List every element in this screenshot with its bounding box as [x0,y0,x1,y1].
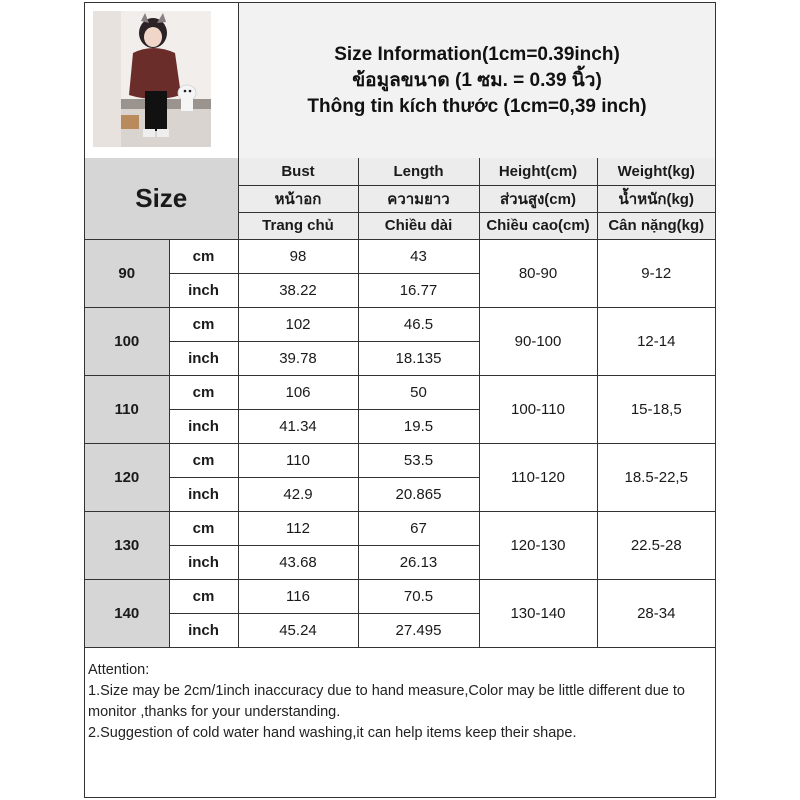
length-cm: 46.5 [358,307,479,341]
size-label: 110 [85,375,169,443]
col-length-vi: Chiều dài [358,212,479,239]
table-row [85,443,715,477]
col-height-en: Height(cm) [479,158,597,185]
bust-cm: 102 [238,307,358,341]
bust-inch: 41.34 [238,409,358,443]
title-thai: ข้อมูลขนาด (1 ซม. = 0.39 นิ้ว) [352,69,602,91]
unit-cm: cm [169,239,238,273]
unit-inch: inch [169,409,238,443]
bust-cm: 110 [238,443,358,477]
size-label: 90 [85,239,169,307]
bust-cm: 116 [238,579,358,613]
size-label: 100 [85,307,169,375]
height-range: 130-140 [479,579,597,647]
unit-inch: inch [169,477,238,511]
bust-cm: 112 [238,511,358,545]
table-row [85,375,715,409]
weight-range: 15-18,5 [597,375,715,443]
weight-range: 12-14 [597,307,715,375]
length-cm: 70.5 [358,579,479,613]
col-weight-vi: Cân nặng(kg) [597,212,715,239]
table-row [85,511,715,545]
header-row-english [85,158,715,185]
bust-cm: 106 [238,375,358,409]
bust-inch: 42.9 [238,477,358,511]
length-inch: 19.5 [358,409,479,443]
unit-inch: inch [169,341,238,375]
col-height-th: ส่วนสูง(cm) [479,185,597,212]
col-length-en: Length [358,158,479,185]
col-weight-th: น้ำหนัก(kg) [597,185,715,212]
col-bust-th: หน้าอก [238,185,358,212]
unit-cm: cm [169,579,238,613]
attention-heading: Attention: [88,662,150,678]
size-label: 130 [85,511,169,579]
length-inch: 27.495 [358,613,479,647]
length-cm: 50 [358,375,479,409]
length-cm: 67 [358,511,479,545]
attention-notes [88,660,712,744]
weight-range: 9-12 [597,239,715,307]
weight-range: 28-34 [597,579,715,647]
height-range: 100-110 [479,375,597,443]
title-english: Size Information(1cm=0.39inch) [334,43,620,65]
bust-inch: 43.68 [238,545,358,579]
height-range: 90-100 [479,307,597,375]
table-row [85,239,715,273]
col-bust-en: Bust [238,158,358,185]
bust-cm: 98 [238,239,358,273]
header [85,3,715,159]
col-bust-vi: Trang chủ [238,212,358,239]
weight-range: 22.5-28 [597,511,715,579]
weight-range: 18.5-22,5 [597,443,715,511]
title-vietnamese: Thông tin kích thước (1cm=0,39 inch) [307,95,647,117]
length-inch: 18.135 [358,341,479,375]
length-inch: 26.13 [358,545,479,579]
unit-cm: cm [169,443,238,477]
size-table [85,158,715,648]
bust-inch: 38.22 [238,273,358,307]
product-photo-illustration [85,3,238,158]
size-column-header: Size [85,158,238,239]
unit-inch: inch [169,613,238,647]
unit-cm: cm [169,307,238,341]
length-cm: 53.5 [358,443,479,477]
bust-inch: 39.78 [238,341,358,375]
attention-note-1: 1.Size may be 2cm/1inch inaccuracy due to hand measure,Color may be little different due to monitor ,thanks for your understanding. [88,683,685,720]
height-range: 120-130 [479,511,597,579]
length-cm: 43 [358,239,479,273]
size-label: 140 [85,579,169,647]
height-range: 110-120 [479,443,597,511]
size-chart-sheet [84,2,716,798]
size-label: 120 [85,443,169,511]
unit-cm: cm [169,375,238,409]
col-height-vi: Chiều cao(cm) [479,212,597,239]
attention-note-2: 2.Suggestion of cold water hand washing,it can help items keep their shape. [88,725,577,741]
col-length-th: ความยาว [358,185,479,212]
height-range: 80-90 [479,239,597,307]
product-photo [85,3,239,158]
length-inch: 20.865 [358,477,479,511]
unit-cm: cm [169,511,238,545]
unit-inch: inch [169,545,238,579]
title-block [239,3,715,158]
table-row [85,579,715,613]
bust-inch: 45.24 [238,613,358,647]
table-row [85,307,715,341]
unit-inch: inch [169,273,238,307]
length-inch: 16.77 [358,273,479,307]
col-weight-en: Weight(kg) [597,158,715,185]
